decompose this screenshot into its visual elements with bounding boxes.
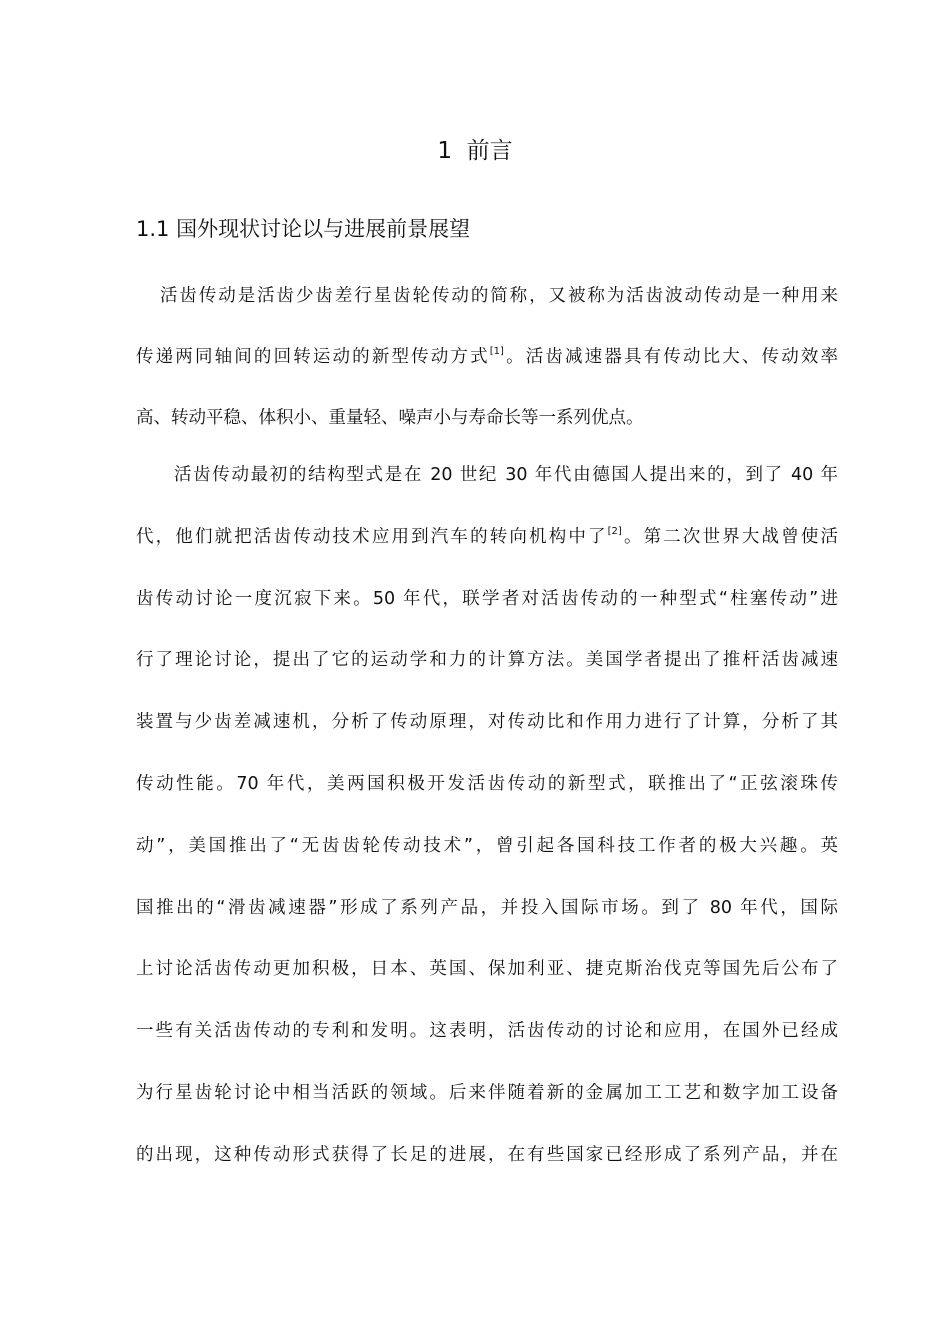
- paragraph-2-line-9: 上讨论活齿传动更加积极，日本、英国、保加利亚、捷克斯治伐克等国先后公布了: [136, 959, 838, 979]
- paragraph-1-line-2-text-a: 传递两同轴间的回转运动的新型传动方式: [136, 347, 490, 367]
- paragraph-2-line-7: 动”，美国推出了“无齿齿轮传动技术”，曾引起各国科技工作者的极大兴趣。英: [136, 836, 838, 856]
- paragraph-1-line-2-text-b: 。活齿减速器具有传动比大、传动效率: [503, 347, 839, 367]
- chapter-title: 前言: [466, 138, 513, 164]
- paragraph-1-line-2: [136, 344, 838, 370]
- paragraph-2-line-2-text-a: 代，他们就把活齿传动技术应用到汽车的转向机构中了: [136, 527, 608, 547]
- chapter-heading: [0, 134, 950, 168]
- citation-ref-1: [1]: [489, 346, 504, 357]
- paragraph-2-line-2: [136, 524, 838, 550]
- paragraph-1-line-1: 活齿传动是活齿少齿差行星齿轮传动的简称，又被称为活齿波动传动是一种用来: [160, 286, 838, 306]
- paragraph-2-line-1: 活齿传动最初的结构型式是在 20 世纪 30 年代由德国人提出来的，到了 40 年: [174, 465, 838, 485]
- paragraph-2-line-6: 传动性能。70 年代，美两国积极开发活齿传动的新型式，联推出了“正弦滚珠传: [136, 774, 838, 794]
- paragraph-2-line-12: 的出现，这种传动形式获得了长足的进展，在有些国家已经形成了系列产品，并在: [136, 1145, 838, 1165]
- paragraph-2-line-3: 齿传动讨论一度沉寂下来。50 年代，联学者对活齿传动的一种型式“柱塞传动”进: [136, 589, 838, 609]
- paragraph-2-line-4: 行了理论讨论，提出了它的运动学和力的计算方法。美国学者提出了推杆活齿减速: [136, 650, 838, 670]
- paragraph-2-line-11: 为行星齿轮讨论中相当活跃的领域。后来伴随着新的金属加工工艺和数字加工设备: [136, 1083, 838, 1103]
- chapter-number: 1: [437, 138, 452, 164]
- citation-ref-2: [2]: [607, 526, 622, 537]
- paragraph-2-line-5: 装置与少齿差减速机，分析了传动原理，对传动比和作用力进行了计算，分析了其: [136, 712, 838, 732]
- section-heading: 1.1 国外现状讨论以与进展前景展望: [136, 217, 471, 241]
- paragraph-2-line-10: 一些有关活齿传动的专利和发明。这表明，活齿传动的讨论和应用，在国外已经成: [136, 1021, 838, 1041]
- paragraph-2-line-8: 国推出的“滑齿减速器”形成了系列产品，并投入国际市场。到了 80 年代，国际: [136, 898, 838, 918]
- paragraph-1-line-3: 高、转动平稳、体积小、重量轻、噪声小与寿命长等一系列优点。: [136, 408, 644, 428]
- paragraph-2-line-2-text-b: 。第二次世界大战曾使活: [621, 527, 839, 547]
